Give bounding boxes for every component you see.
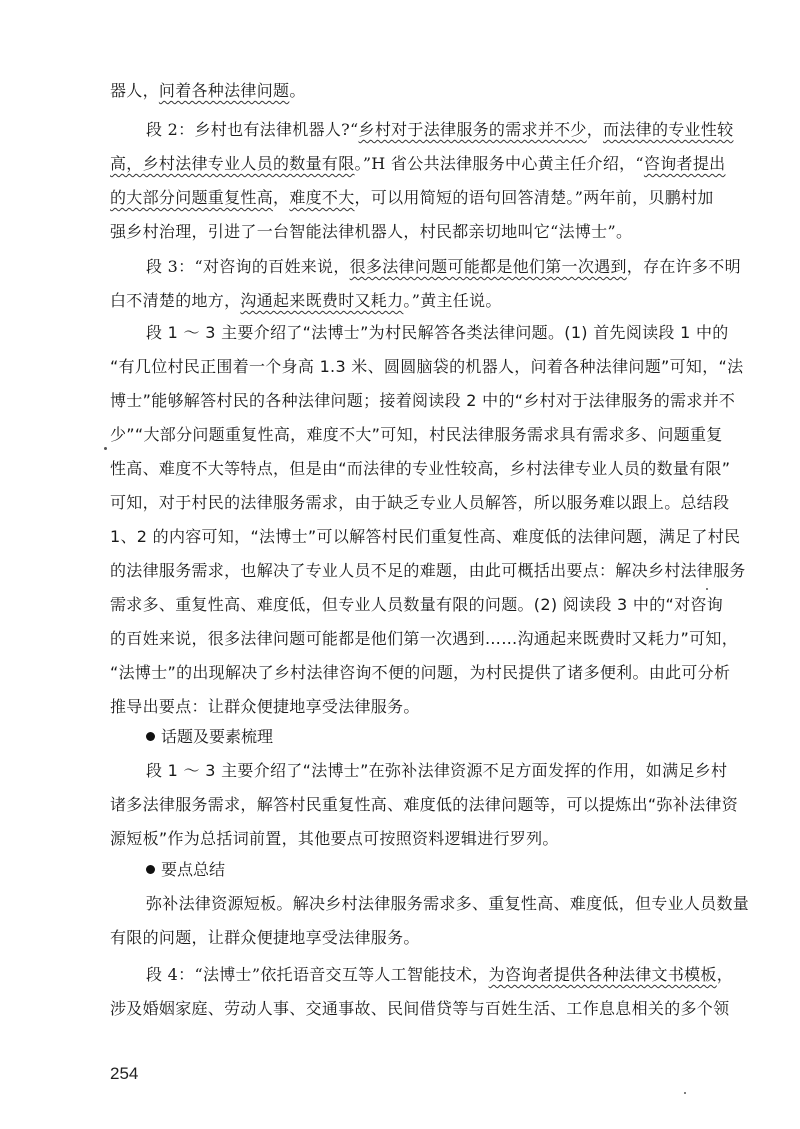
- text-segment: ，: [716, 965, 734, 984]
- scan-speck: [104, 447, 107, 450]
- text-line: 博士”能够解答村民的各种法律问题；接着阅读段 2 中的“乡村对于法律服务的需求并不: [110, 391, 736, 410]
- paragraph-3: [110, 250, 741, 318]
- wavy-underlined-phrase: 高，乡村法律专业人员的数量有限: [110, 154, 355, 173]
- paragraph-4: [110, 958, 734, 1026]
- text-segment: 段 3：“对咨询的百姓来说，: [146, 257, 350, 276]
- page-number: 254: [110, 1064, 139, 1083]
- intro-text-part: 。: [289, 81, 306, 100]
- wavy-underlined-phrase: 沟通起来既费时又耗力: [240, 291, 404, 310]
- paragraph-2: [110, 113, 734, 249]
- text-segment: ，: [586, 120, 604, 139]
- text-line: 推导出要点：让群众便捷地享受法律服务。: [110, 697, 420, 716]
- intro-text: [110, 74, 710, 108]
- text-line: 需求多、重复性高、难度低，但专业人员数量有限的问题。(2) 阅读段 3 中的“对咨询: [110, 595, 723, 614]
- text-segment: ，存在许多不明: [626, 257, 741, 276]
- text-line: 涉及婚姻家庭、劳动人事、交通事故、民间借贷等与百姓生活、工作息息相关的多个领: [110, 999, 730, 1018]
- text-segment: 段 4：“法博士”依托语音交互等人工智能技术，: [146, 965, 489, 984]
- text-line: 少”“大部分问题重复性高，难度不大”可知，村民法律服务需求具有需求多、问题重复: [110, 425, 723, 444]
- text-line: 性高、难度不大等特点，但是由“而法律的专业性较高，乡村法律专业人员的数量有限”: [110, 459, 731, 478]
- scan-speck: [684, 1092, 686, 1094]
- text-segment: 。”H 省公共法律服务中心黄主任介绍，“: [354, 154, 644, 173]
- wavy-underlined-phrase: 乡村对于法律服务的需求并不少: [358, 120, 587, 139]
- text-line: 诸多法律服务需求，解答村民重复性高、难度低的法律问题等，可以提炼出“弥补法律资: [110, 795, 738, 814]
- bullet-icon: [146, 732, 155, 741]
- wavy-underlined-phrase: 而法律的专业性较: [603, 120, 734, 139]
- text-line: 的法律服务需求，也解决了专业人员不足的难题，由此可概括出要点：解决乡村法律服务: [110, 561, 746, 580]
- section-heading: [110, 720, 710, 754]
- wavy-underlined-phrase: 的大部分问题重复性高: [110, 188, 274, 207]
- text-segment: 白不清楚的地方，: [110, 291, 241, 310]
- text-line: 有限的问题，让群众便捷地享受法律服务。: [110, 928, 420, 947]
- text-segment: ，: [273, 188, 290, 207]
- text-line: 可知，对于村民的法律服务需求，由于缺乏专业人员解答，所以服务难以跟上。总结段: [110, 493, 730, 512]
- text-segment: 。”黄主任说。: [403, 291, 502, 310]
- bullet-icon: [146, 865, 155, 874]
- analysis-paragraph: [110, 316, 746, 724]
- section-heading: [110, 853, 710, 887]
- text-line: 弥补法律资源短板。解决乡村法律服务需求多、重复性高、难度低，但专业人员数量: [146, 894, 750, 913]
- text-segment: 段 2：乡村也有法律机器人?“: [146, 120, 359, 139]
- scan-speck: [706, 588, 708, 590]
- wavy-underlined-phrase: 咨询者提出: [643, 154, 726, 173]
- wavy-underlined-phrase: 很多法律问题可能都是他们第一次遇到: [349, 257, 627, 276]
- text-line: “法博士”的出现解决了乡村法律咨询不便的问题，为村民提供了诸多便利。由此可分析: [110, 663, 731, 682]
- text-line: 段 1 ～ 3 主要介绍了“法博士”为村民解答各类法律问题。(1) 首先阅读段 1 中的: [146, 323, 729, 342]
- text-line: 段 1 ～ 3 主要介绍了“法博士”在弥补法律资源不足方面发挥的作用，如满足乡村: [146, 761, 728, 780]
- topic-section: [110, 720, 738, 856]
- wavy-underlined-phrase: 问着各种法律问题: [158, 81, 290, 100]
- wavy-underlined-phrase: 为咨询者提供各种法律文书模板: [488, 965, 717, 984]
- text-line: 源短板”作为总括词前置，其他要点可按照资料逻辑进行罗列。: [110, 829, 559, 848]
- intro-text-part: 器人，: [110, 81, 159, 100]
- wavy-underlined-phrase: 难度不大: [289, 188, 355, 207]
- text-line: 强乡村治理，引进了一台智能法律机器人，村民都亲切地叫它“法博士”。: [110, 222, 633, 241]
- text-segment: ，可以用简短的语句回答清楚。”两年前，贝鹏村加: [354, 188, 714, 207]
- summary-section: [110, 853, 750, 955]
- section-heading-text: 要点总结: [161, 860, 226, 879]
- text-line: 的百姓来说，很多法律问题可能都是他们第一次遇到……沟通起来既费时又耗力”可知，: [110, 629, 738, 648]
- text-line: 1、2 的内容可知，“法博士”可以解答村民们重复性高、难度低的法律问题，满足了村民: [110, 527, 741, 546]
- section-heading-text: 话题及要素梳理: [161, 727, 274, 746]
- text-line: “有几位村民正围着一个身高 1.3 米、圆圆脑袋的机器人，问着各种法律问题”可知，“法: [110, 357, 744, 376]
